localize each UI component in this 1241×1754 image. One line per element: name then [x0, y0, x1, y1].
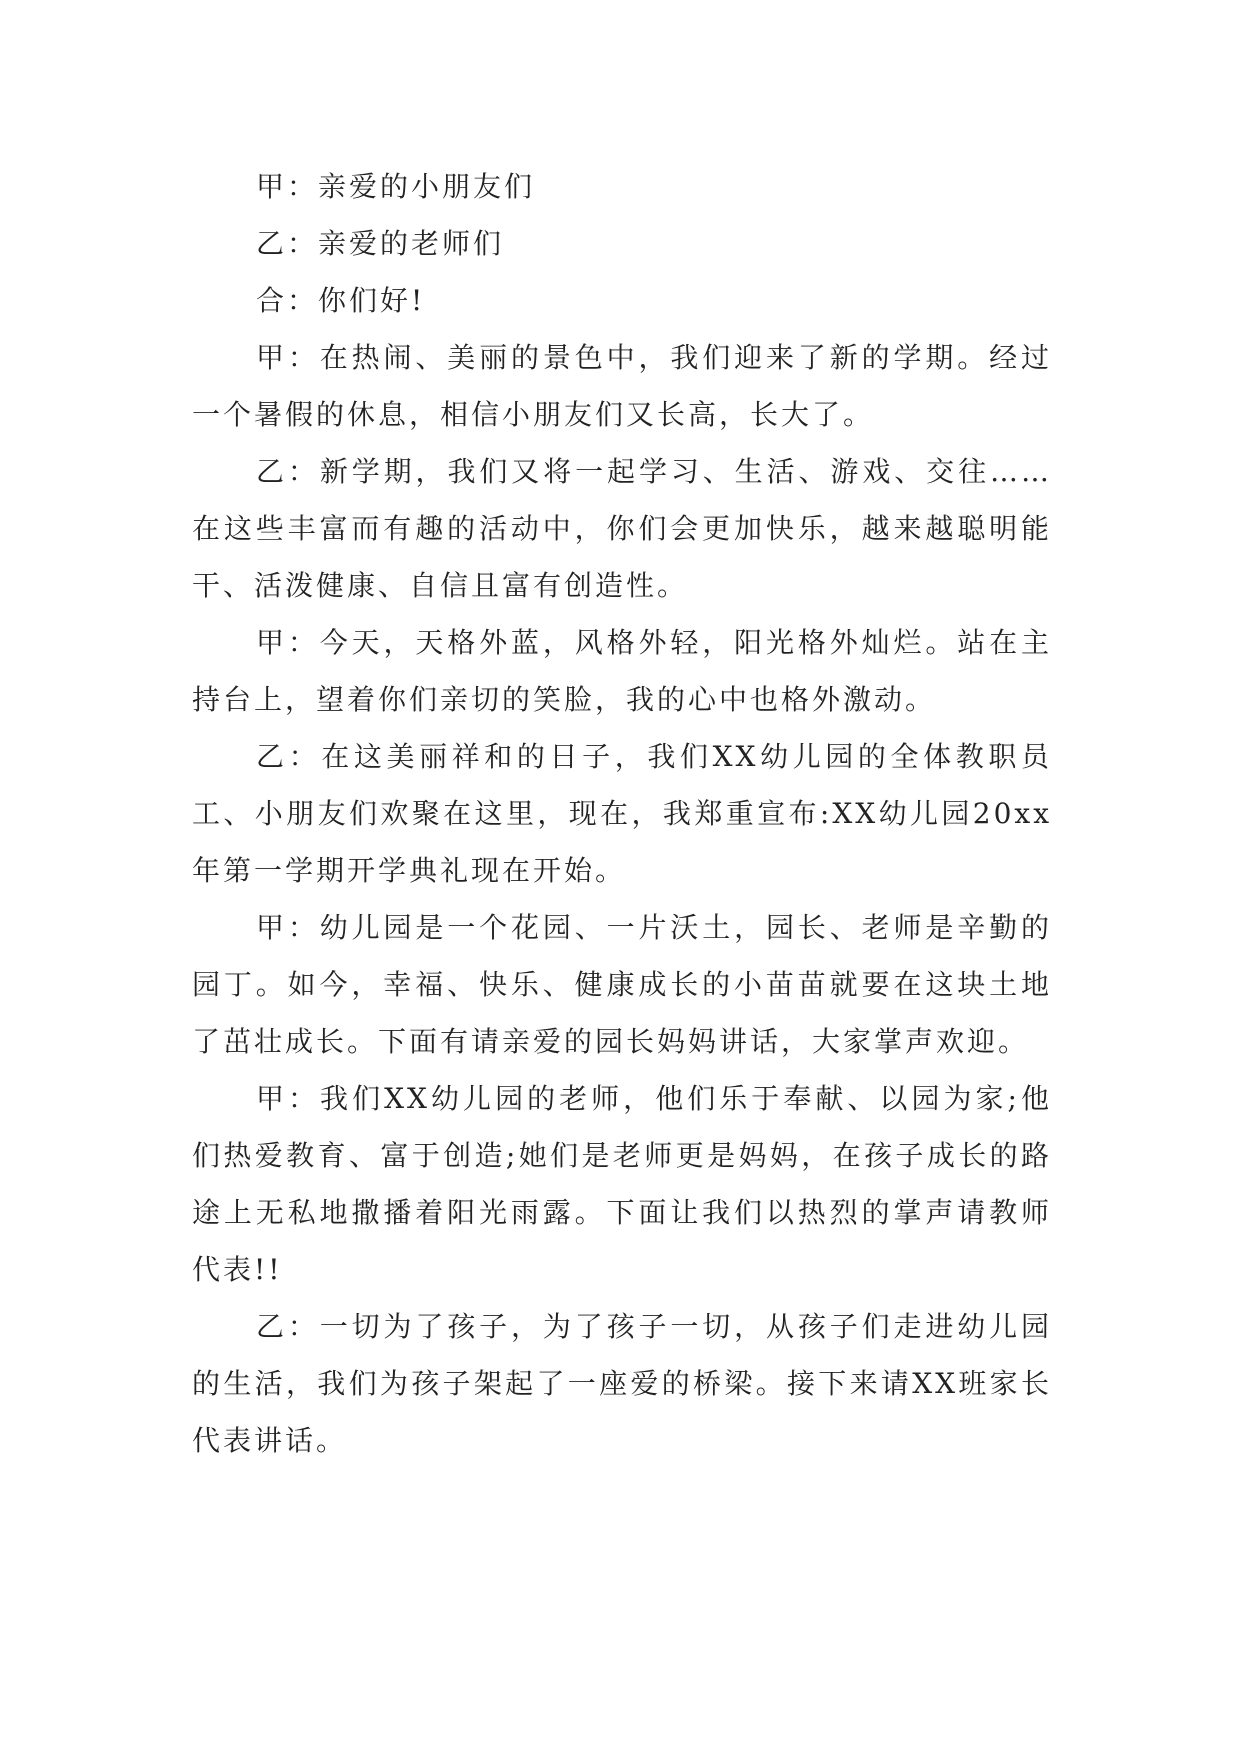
document-body: [192, 158, 1052, 1469]
paragraph-10: 乙：一切为了孩子，为了孩子一切，从孩子们走进幼儿园的生活，我们为孩子架起了一座爱的桥梁。接下来请XX班家长代表讲话。: [192, 1310, 1052, 1457]
paragraph-9: 甲：我们XX幼儿园的老师，他们乐于奉献、以园为家;他们热爱教育、富于创造;她们是老师更是妈妈，在孩子成长的路途上无私地撒播着阳光雨露。下面让我们以热烈的掌声请教师代表!!: [192, 1082, 1052, 1286]
paragraph-8: 甲：幼儿园是一个花园、一片沃土，园长、老师是辛勤的园丁。如今，幸福、快乐、健康成长的小苗苗就要在这块土地了茁壮成长。下面有请亲爱的园长妈妈讲话，大家掌声欢迎。: [192, 911, 1052, 1058]
paragraph-2: 乙：亲爱的老师们: [256, 227, 505, 260]
paragraph-1: 甲：亲爱的小朋友们: [256, 170, 536, 203]
paragraph-6: 甲：今天，天格外蓝，风格外轻，阳光格外灿烂。站在主持台上，望着你们亲切的笑脸，我的心中也格外激动。: [192, 626, 1052, 716]
paragraph-3: 合：你们好!: [256, 284, 426, 317]
paragraph-4: 甲：在热闹、美丽的景色中，我们迎来了新的学期。经过一个暑假的休息，相信小朋友们又长高，长大了。: [192, 341, 1052, 431]
paragraph-7: 乙：在这美丽祥和的日子，我们XX幼儿园的全体教职员工、小朋友们欢聚在这里，现在，我郑重宣布:XX幼儿园20xx年第一学期开学典礼现在开始。: [192, 740, 1052, 887]
paragraph-5: 乙：新学期，我们又将一起学习、生活、游戏、交往……在这些丰富而有趣的活动中，你们会更加快乐，越来越聪明能干、活泼健康、自信且富有创造性。: [192, 455, 1052, 602]
